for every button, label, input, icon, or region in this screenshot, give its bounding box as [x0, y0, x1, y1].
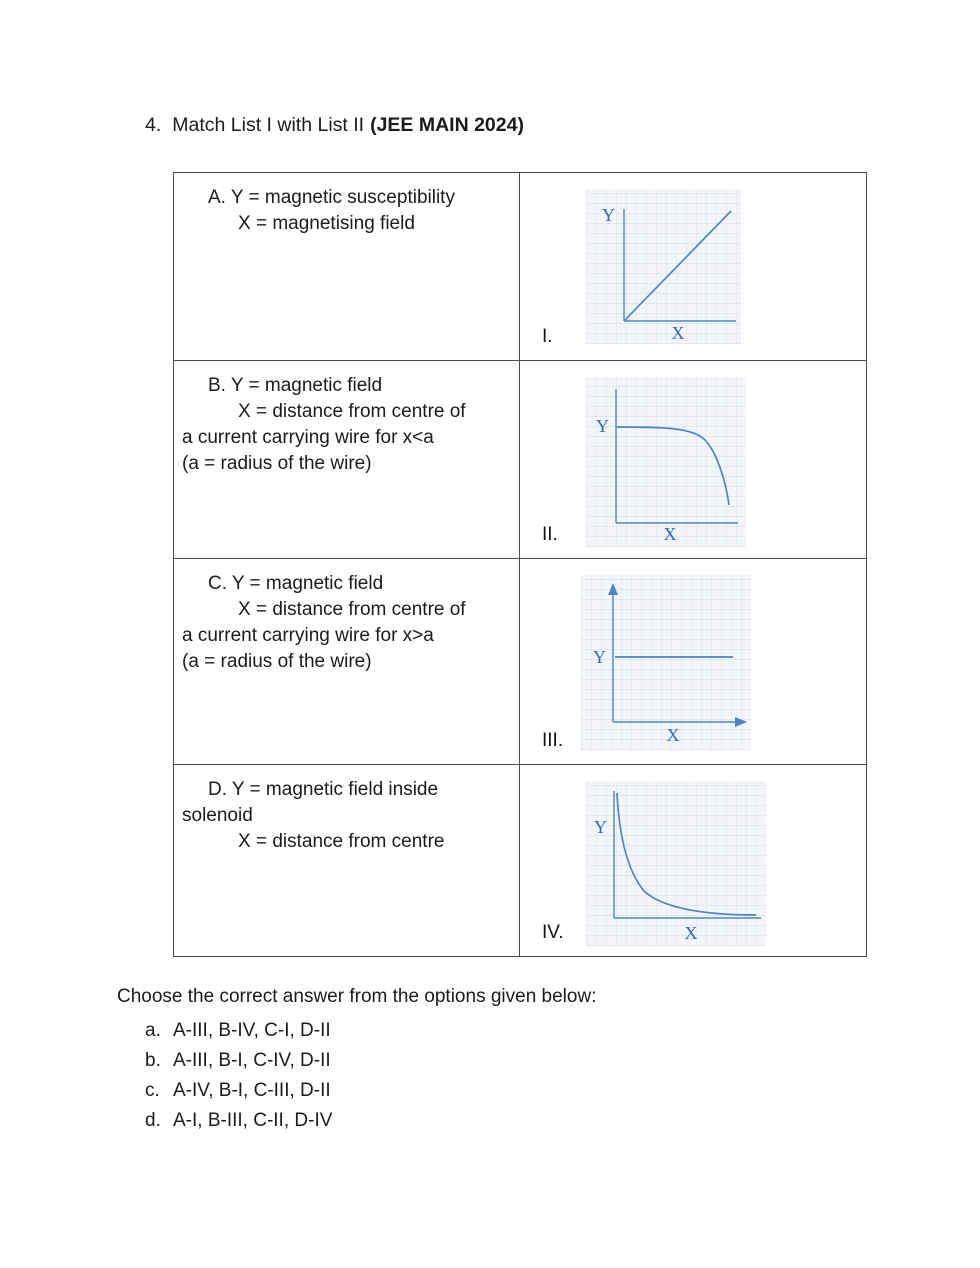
- list1-line: (a = radius of the wire): [182, 453, 372, 474]
- question-header: [145, 114, 524, 137]
- option-a: [145, 1016, 332, 1046]
- curve-line: [617, 793, 756, 915]
- option-text: A-III, B-IV, C-I, D-II: [173, 1020, 331, 1041]
- match-table: [173, 172, 867, 957]
- list1-line: a current carrying wire for x>a: [182, 625, 434, 646]
- list1-line: B. Y = magnetic field: [208, 375, 383, 396]
- question-text: Match List I with List II: [172, 114, 365, 136]
- x-axis-label: X: [663, 524, 677, 544]
- y-axis-label: Y: [596, 416, 609, 436]
- list1-line: D. Y = magnetic field inside: [208, 779, 439, 800]
- option-key: b.: [145, 1050, 161, 1071]
- graph-iv-svg: [586, 781, 766, 946]
- graph-i-svg: [586, 189, 741, 344]
- graph-label: III.: [542, 730, 564, 751]
- y-axis-arrow: [608, 583, 618, 595]
- option-c: [145, 1076, 332, 1106]
- list2-item-ii: [520, 361, 867, 559]
- list1-item-a: [174, 173, 520, 361]
- option-key: c.: [145, 1080, 160, 1101]
- list2-item-i: [520, 173, 867, 361]
- question-number: 4.: [145, 114, 162, 136]
- list1-line: X = magnetising field: [238, 213, 415, 234]
- x-axis-label: X: [666, 725, 680, 745]
- graph-iii-svg: [581, 575, 751, 750]
- list2-item-iv: [520, 765, 867, 957]
- list1-item-d: [174, 765, 520, 957]
- x-axis-label: X: [671, 323, 685, 343]
- list1-line: C. Y = magnetic field: [208, 573, 384, 594]
- option-text: A-IV, B-I, C-III, D-II: [173, 1080, 331, 1101]
- match-row-c: [174, 559, 867, 765]
- graph-label: IV.: [542, 922, 564, 943]
- option-b: [145, 1046, 332, 1076]
- graph-linear-plot: [586, 189, 741, 344]
- list1-item-b: [174, 361, 520, 559]
- y-axis-label: Y: [593, 647, 606, 667]
- match-row-d: [174, 765, 867, 957]
- curve-line: [625, 211, 731, 320]
- list1-line: A. Y = magnetic susceptibility: [208, 187, 455, 208]
- list2-item-iii: [520, 559, 867, 765]
- list1-line: solenoid: [182, 805, 253, 826]
- list1-line: X = distance from centre of: [238, 599, 466, 620]
- question-source: (JEE MAIN 2024): [370, 114, 524, 136]
- graph-flat-drop-plot: [586, 377, 746, 547]
- match-row-a: [174, 173, 867, 361]
- list1-line: X = distance from centre of: [238, 401, 466, 422]
- option-key: a.: [145, 1020, 161, 1041]
- option-text: A-III, B-I, C-IV, D-II: [173, 1050, 331, 1071]
- x-axis-label: X: [684, 923, 698, 943]
- answer-prompt: Choose the correct answer from the options given below:: [117, 986, 597, 1007]
- graph-ii-svg: [586, 377, 746, 547]
- graph-decay-plot: [586, 781, 766, 946]
- option-d: [145, 1106, 332, 1136]
- list1-line: (a = radius of the wire): [182, 651, 372, 672]
- graph-constant-plot: [581, 575, 751, 750]
- curve-line: [617, 427, 729, 505]
- graph-label: I.: [542, 326, 553, 347]
- options-list: [145, 1016, 332, 1136]
- list1-item-c: [174, 559, 520, 765]
- y-axis-label: Y: [602, 205, 615, 225]
- x-axis-arrow: [735, 717, 747, 727]
- graph-label: II.: [542, 524, 558, 545]
- y-axis-label: Y: [594, 817, 607, 837]
- option-text: A-I, B-III, C-II, D-IV: [173, 1110, 333, 1131]
- match-row-b: [174, 361, 867, 559]
- list1-line: a current carrying wire for x<a: [182, 427, 434, 448]
- list1-line: X = distance from centre: [238, 831, 445, 852]
- option-key: d.: [145, 1110, 161, 1131]
